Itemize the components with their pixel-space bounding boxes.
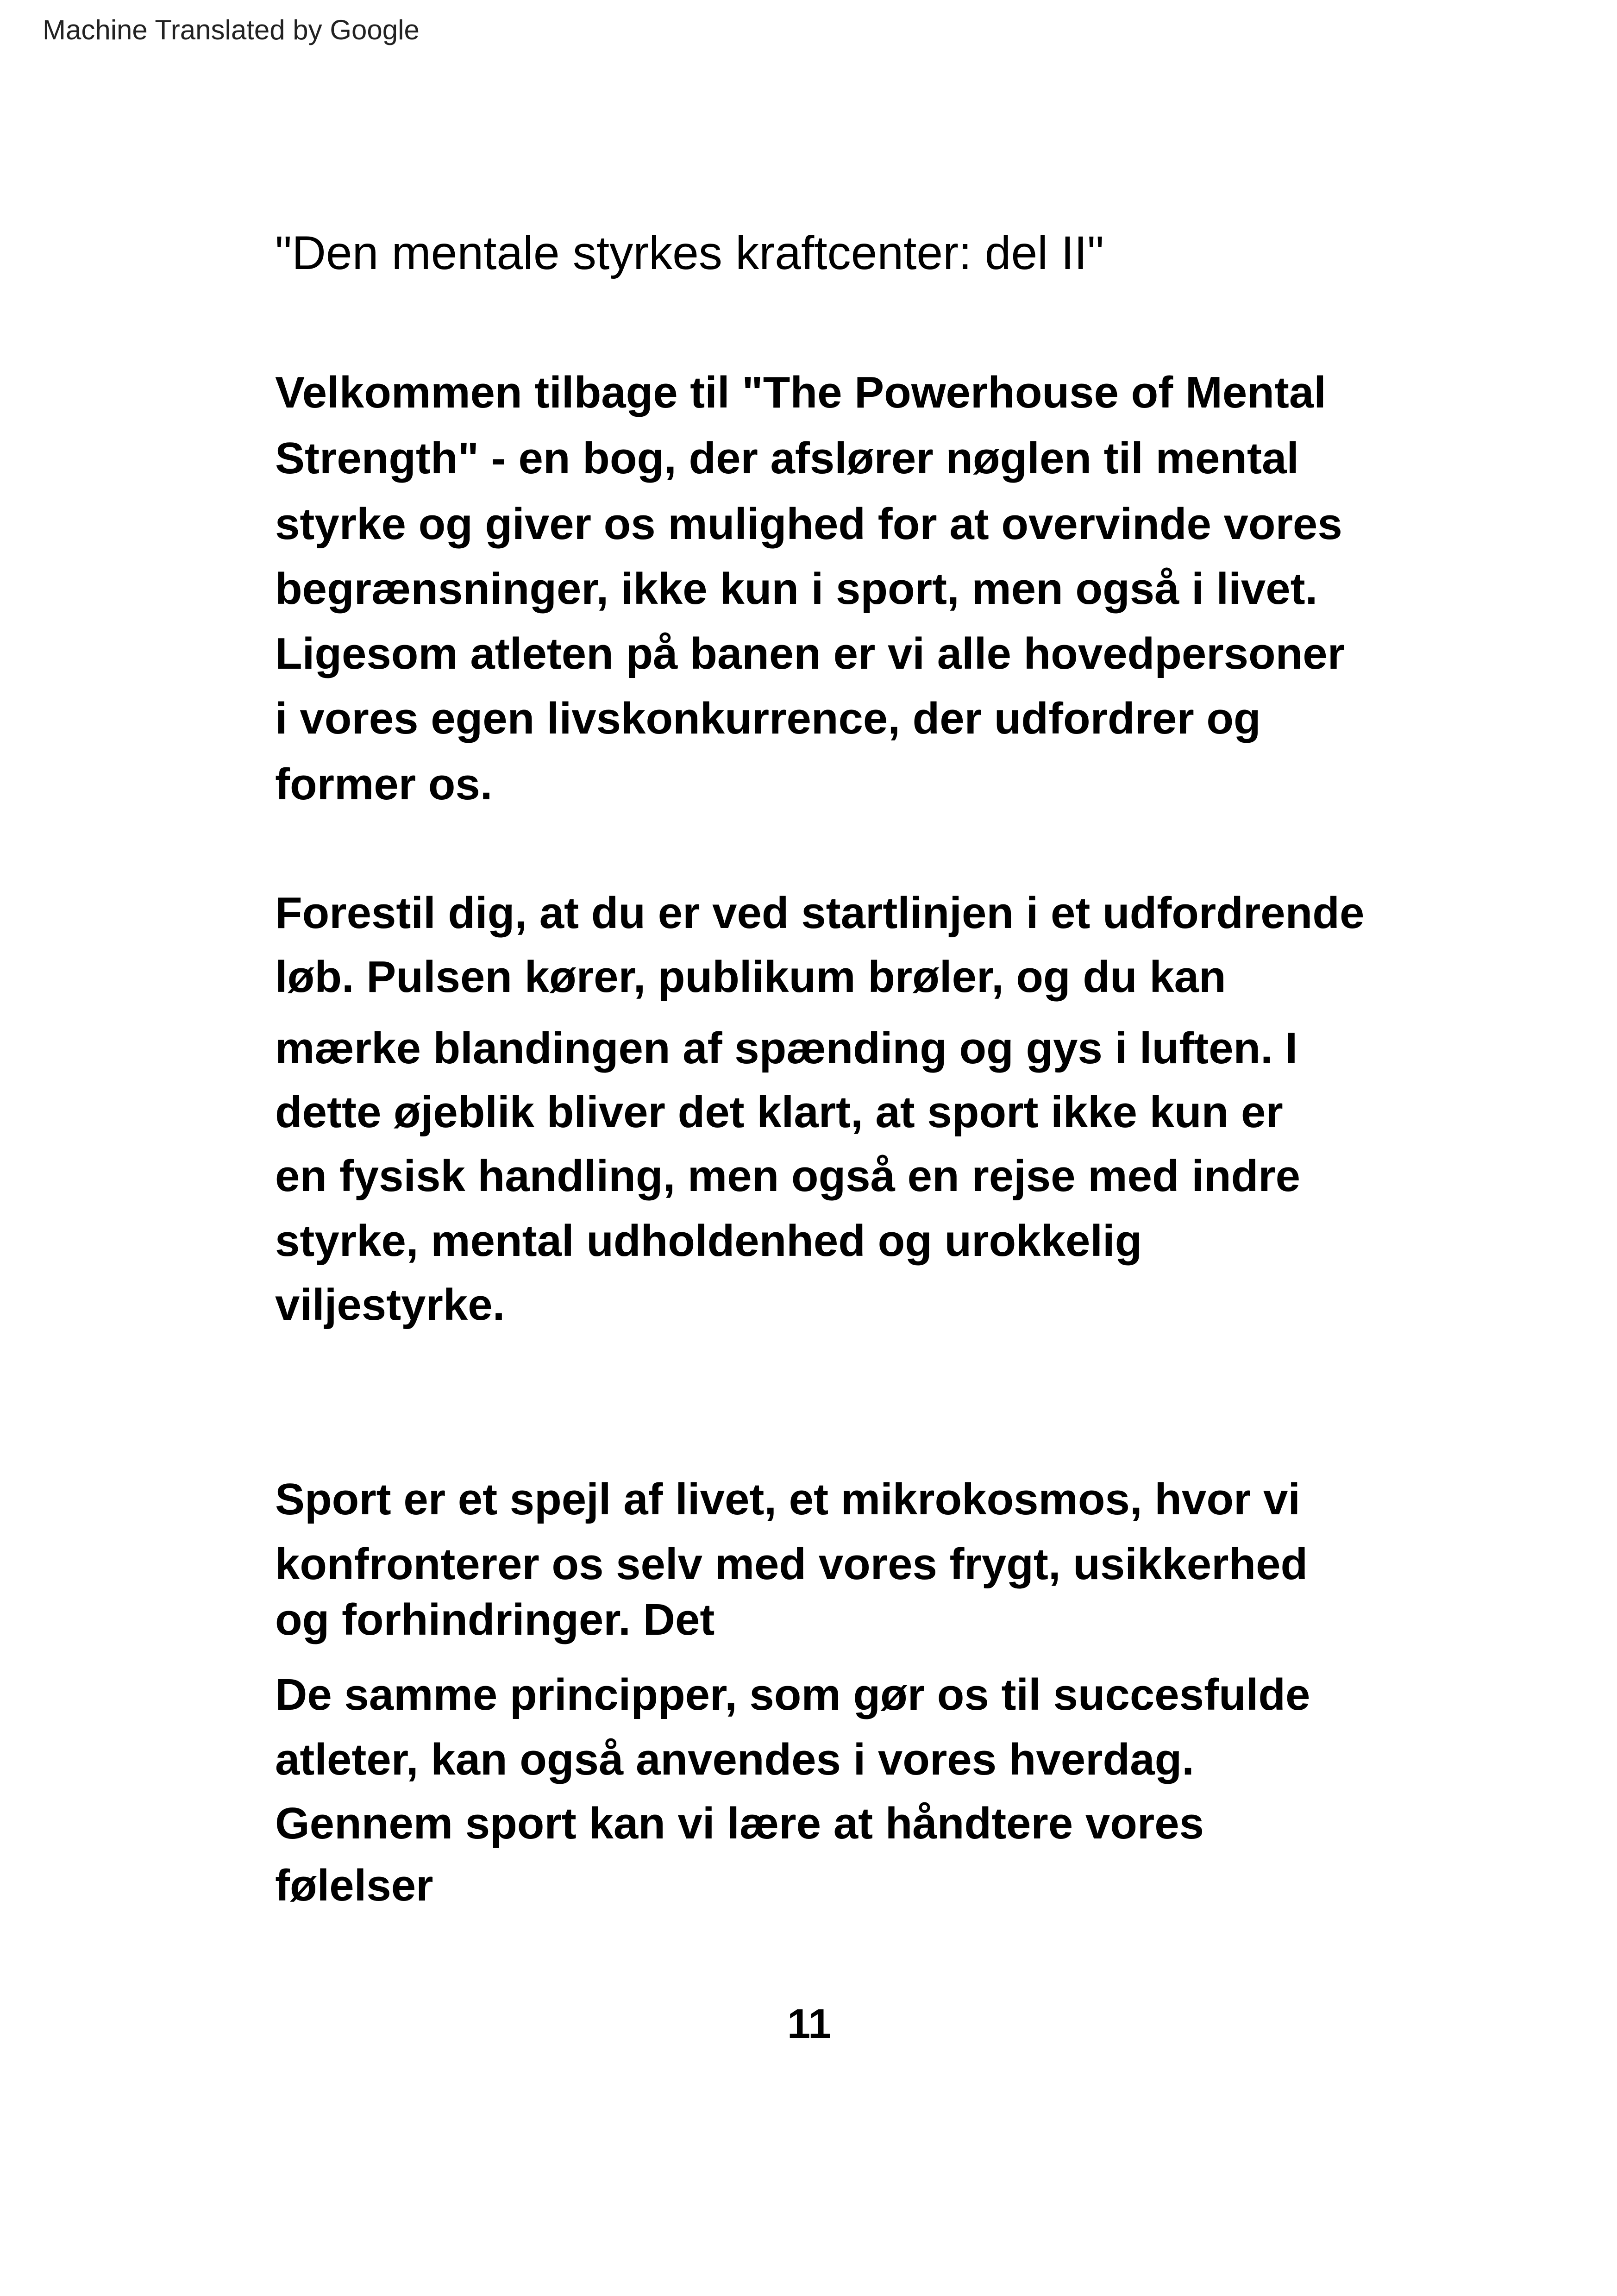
paragraph-line: atleter, kan også anvendes i vores hverdag. (275, 1735, 1194, 1784)
paragraph-line: styrke og giver os mulighed for at overvinde vores (275, 499, 1342, 549)
paragraph-line: en fysisk handling, men også en rejse med indre (275, 1151, 1300, 1201)
paragraph-line: begrænsninger, ikke kun i sport, men også i livet. (275, 564, 1318, 614)
paragraph-line: styrke, mental udholdenhed og urokkelig (275, 1216, 1142, 1266)
machine-translation-note: Machine Translated by Google (43, 14, 420, 45)
paragraph-line: viljestyrke. (275, 1280, 505, 1330)
paragraph-line: dette øjeblik bliver det klart, at sport ikke kun er (275, 1087, 1283, 1137)
page-title: "Den mentale styrkes kraftcenter: del II" (275, 226, 1104, 279)
paragraph-line: følelser (275, 1861, 433, 1910)
paragraph-line: konfronterer os selv med vores frygt, usikkerhed (275, 1539, 1308, 1589)
paragraph-line: Sport er et spejl af livet, et mikrokosmos, hvor vi (275, 1474, 1301, 1524)
paragraph-line: Gennem sport kan vi lære at håndtere vores (275, 1799, 1204, 1848)
paragraph-line: og forhindringer. Det (275, 1595, 715, 1644)
paragraph-line: Ligesom atleten på banen er vi alle hovedpersoner (275, 629, 1345, 678)
paragraph-line: former os. (275, 759, 493, 809)
paragraph-line: Velkommen tilbage til "The Powerhouse of Mental (275, 368, 1326, 417)
paragraph-line: løb. Pulsen kører, publikum brøler, og du kan (275, 952, 1226, 1002)
paragraph-line: i vores egen livskonkurrence, der udfordrer og (275, 694, 1261, 743)
paragraph-line: Forestil dig, at du er ved startlinjen i et udfordrende (275, 888, 1365, 938)
paragraph-line: Strength" - en bog, der afslører nøglen til mental (275, 433, 1299, 483)
page-number: 11 (787, 2001, 832, 2047)
paragraph-line: De samme principper, som gør os til succesfulde (275, 1670, 1310, 1719)
paragraph-line: mærke blandingen af spænding og gys i luften. I (275, 1023, 1298, 1073)
